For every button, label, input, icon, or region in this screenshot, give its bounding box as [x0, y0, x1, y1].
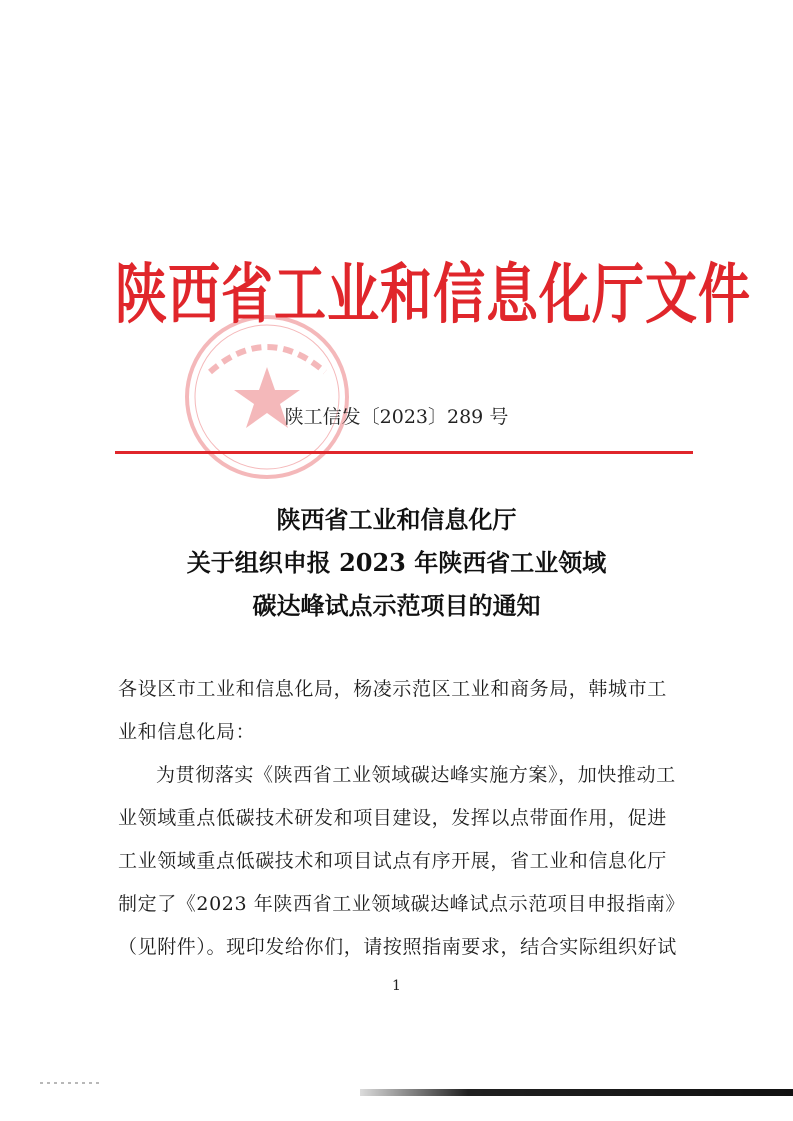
body-line: 为贯彻落实《陕西省工业领域碳达峰实施方案》，加快推动工: [156, 764, 676, 786]
title-line: 碳达峰试点示范项目的通知: [252, 591, 541, 620]
official-seal-icon: [180, 312, 355, 482]
scan-edge: [360, 1089, 793, 1096]
document-body: [118, 668, 693, 969]
body-line: 制定了《2023 年陕西省工业领域碳达峰试点示范项目申报指南》: [118, 893, 685, 915]
page-number: 1: [392, 978, 401, 994]
document-number: 陕工信发〔2023〕289 号: [284, 406, 509, 428]
body-line: 业和信息化局：: [118, 721, 256, 743]
document-title: [0, 498, 793, 627]
body-line: 业领域重点低碳技术研发和项目建设，发挥以点带面作用，促进: [118, 807, 667, 829]
body-line: （见附件）。现印发给你们，请按照指南要求，结合实际组织好试: [118, 936, 677, 958]
red-divider: [115, 451, 693, 454]
scan-artifact: [40, 1082, 100, 1084]
body-line: 各设区市工业和信息化局，杨凌示范区工业和商务局，韩城市工: [118, 678, 667, 700]
title-line: 陕西省工业和信息化厅: [276, 505, 517, 534]
title-line: 关于组织申报 2023 年陕西省工业领域: [186, 548, 607, 577]
body-line: 工业领域重点低碳技术和项目试点有序开展，省工业和信息化厅: [118, 850, 667, 872]
document-masthead: 陕西省工业和信息化厅文件: [115, 257, 752, 333]
